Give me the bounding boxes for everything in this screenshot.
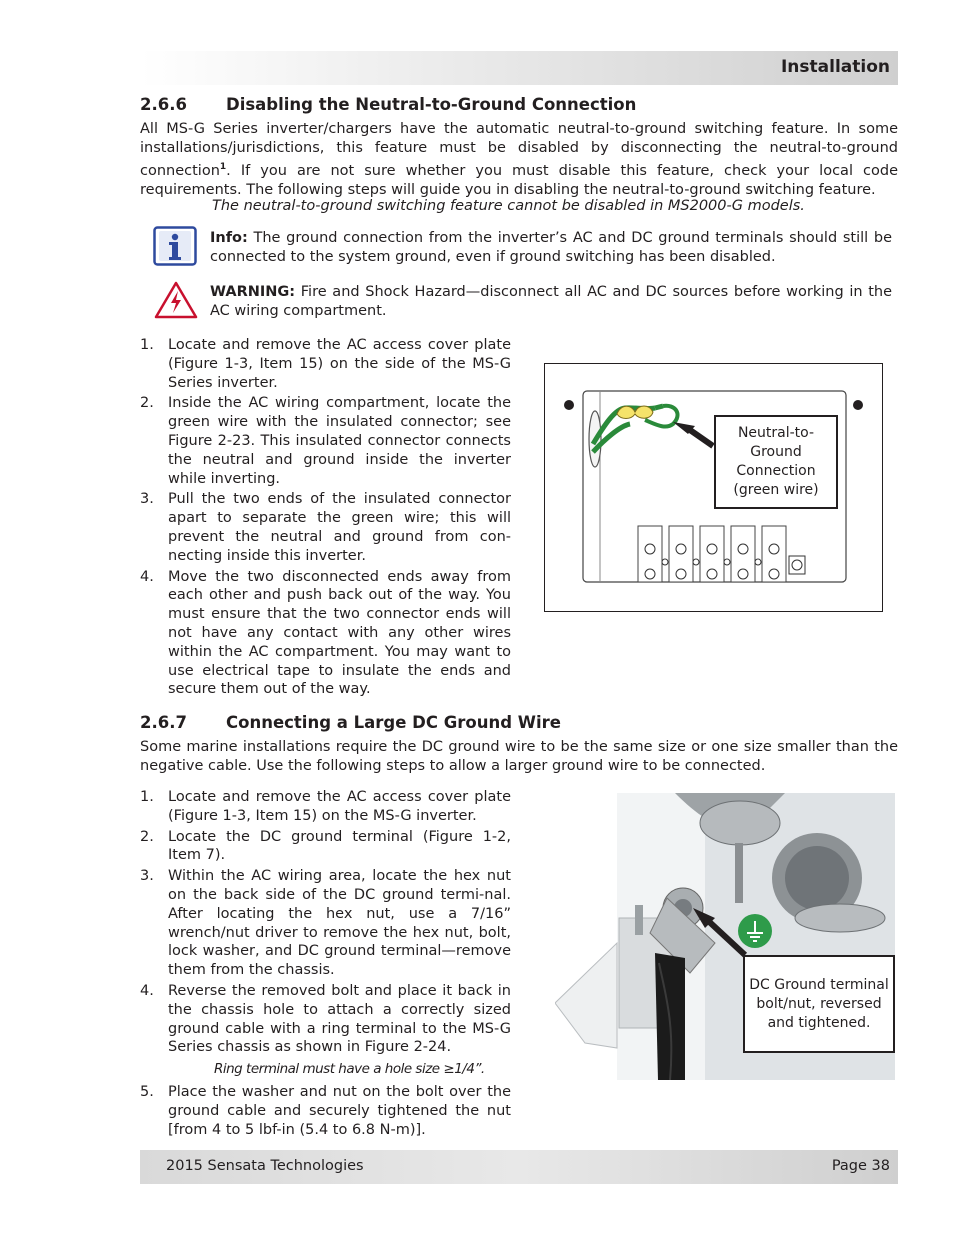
section-heading: Disabling the Neutral-to-Ground Connection bbox=[226, 95, 637, 114]
footnote-ref: 1 bbox=[219, 162, 227, 172]
list-item: 3. Pull the two ends of the insulated connector apart to separate the green wire; this will prevent the neutral and ground from con-necting inside this inverter. bbox=[140, 491, 511, 564]
step-text: Locate and remove the AC access cover plate (Figure 1-3, Item 15) on the MS-G inverter. bbox=[168, 789, 511, 824]
list-item: 4. Reverse the removed bolt and place it back in the chassis hole to attach a correctly sized ground cable with a ring terminal to the MS-G Series chassis as shown in Figure 2-24. bbox=[140, 982, 511, 1056]
info-icon bbox=[153, 226, 197, 270]
section-title-2-6-6 bbox=[140, 95, 636, 114]
step-text: Pull the two ends of the insulated connector apart to separate the green wire; this will prevent the neutral and ground from con-necting inside this inverter. bbox=[168, 491, 511, 564]
ring-terminal-tip: Ring terminal must have a hole size ≥1/4”. bbox=[214, 1061, 485, 1077]
list-item: 4. Move the two disconnected ends away from each other and push back out of the way. You must ensure that the two connector ends will not have any contact with any other wires within the AC compartment. You may want to use electrical tape to insulate the ends and secure them out of the way. bbox=[140, 568, 511, 698]
intro-text-a: All MS-G Series inverter/chargers have the automatic neutral-to-ground switching feature. In some installations/jurisdictions, this feature must be disabled by disconnecting the neutral-to-ground connection bbox=[140, 121, 898, 179]
list-item: 2. Inside the AC wiring compartment, locate the green wire with the insulated connector; see Figure 2-23. This insulated connector connects the neutral and ground inside the inverter while inverting. bbox=[140, 395, 511, 487]
warning-shock-icon bbox=[154, 281, 198, 323]
list-item: 2. Locate the DC ground terminal (Figure 1-2, Item 7). bbox=[140, 828, 511, 864]
info-text: The ground connection from the inverter’s AC and DC ground terminals should still be connected to the system ground, even if ground switching has been disabled. bbox=[210, 230, 892, 265]
section2-intro: Some marine installations require the DC ground wire to be the same size or one size smaller than the negative cable. Use the following steps to allow a larger ground wire to be connected. bbox=[140, 739, 898, 774]
page-number: Page 38 bbox=[831, 1158, 890, 1174]
section-heading: Connecting a Large DC Ground Wire bbox=[226, 713, 561, 732]
section1-intro bbox=[140, 120, 898, 200]
list-item: 5. Place the washer and nut on the bolt over the ground cable and securely tightened the nut [from 4 to 5 lbf-in (5.4 to 6.8 N-m)]. bbox=[140, 1084, 511, 1138]
section-title-2-6-7 bbox=[140, 713, 561, 732]
section2-steps bbox=[140, 788, 511, 1142]
warning-text: Fire and Shock Hazard—disconnect all AC and DC sources before working in the AC wiring compartment. bbox=[210, 284, 892, 319]
info-label: Info: bbox=[210, 230, 248, 246]
list-item: 1. Locate and remove the AC access cover plate (Figure 1-3, Item 15) on the side of the MS-G Series inverter. bbox=[140, 337, 511, 391]
header-title: Installation bbox=[780, 57, 890, 77]
page-footer bbox=[140, 1150, 898, 1184]
step-text: Reverse the removed bolt and place it back in the chassis hole to attach a correctly sized ground cable with a ring terminal to the MS-G Series chassis as shown in Figure 2-24. bbox=[168, 982, 511, 1056]
step-text: Locate and remove the AC access cover plate (Figure 1-3, Item 15) on the side of the MS-G Series inverter. bbox=[168, 337, 511, 391]
step-text: Inside the AC wiring compartment, locate the green wire with the insulated connector; see Figure 2-23. This insulated connector connects the neutral and ground inside the inverter while inverting. bbox=[168, 395, 511, 487]
info-callout bbox=[210, 229, 892, 267]
figure-callout-label: DC Ground terminal bolt/nut, reversed and tightened. bbox=[743, 955, 895, 1053]
section1-steps bbox=[140, 336, 511, 701]
step-text: Move the two disconnected ends away from each other and push back out of the way. You must ensure that the two connector ends will not have any contact with any other wires within the AC compartment. You may want to use electrical tape to insulate the ends and secure them out of the way. bbox=[168, 568, 511, 698]
section-number: 2.6.7 bbox=[140, 713, 187, 732]
models-note: The neutral-to-ground switching feature cannot be disabled in MS2000-G models. bbox=[212, 198, 805, 214]
page-header bbox=[140, 51, 898, 85]
warning-label: WARNING: bbox=[210, 284, 296, 300]
figure-callout-label: Neutral-to-Ground Connection (green wire) bbox=[714, 415, 838, 509]
warning-callout bbox=[210, 283, 892, 321]
list-item: 3. Within the AC wiring area, locate the hex nut on the back side of the DC ground termi-nal. After locating the hex nut, use a 7/16” wrench/nut driver to remove the hex nut, bolt, lock washer, and DC ground terminal—remove them from the chassis. bbox=[140, 868, 511, 979]
step-text: Place the washer and nut on the bolt over the ground cable and securely tightened the nut [from 4 to 5 lbf-in (5.4 to 6.8 N-m)]. bbox=[168, 1084, 511, 1138]
intro-text-b: . If you are not sure whether you must disable this feature, check your local code requirements. The following steps will guide you in disabling the neutral-to-ground switching feature. bbox=[140, 162, 898, 198]
list-item: 1. Locate and remove the AC access cover plate (Figure 1-3, Item 15) on the MS-G inverter. bbox=[140, 789, 511, 824]
step-text: Locate the DC ground terminal (Figure 1-2, Item 7). bbox=[168, 828, 511, 864]
footer-copyright: 2015 Sensata Technologies bbox=[166, 1158, 364, 1174]
section-number: 2.6.6 bbox=[140, 95, 187, 114]
step-text: Within the AC wiring area, locate the hex nut on the back side of the DC ground termi-nal. After locating the hex nut, use a 7/16” wrench/nut driver to remove the hex nut, bolt, lock washer, and DC ground terminal—remove them from the chassis. bbox=[168, 868, 511, 979]
